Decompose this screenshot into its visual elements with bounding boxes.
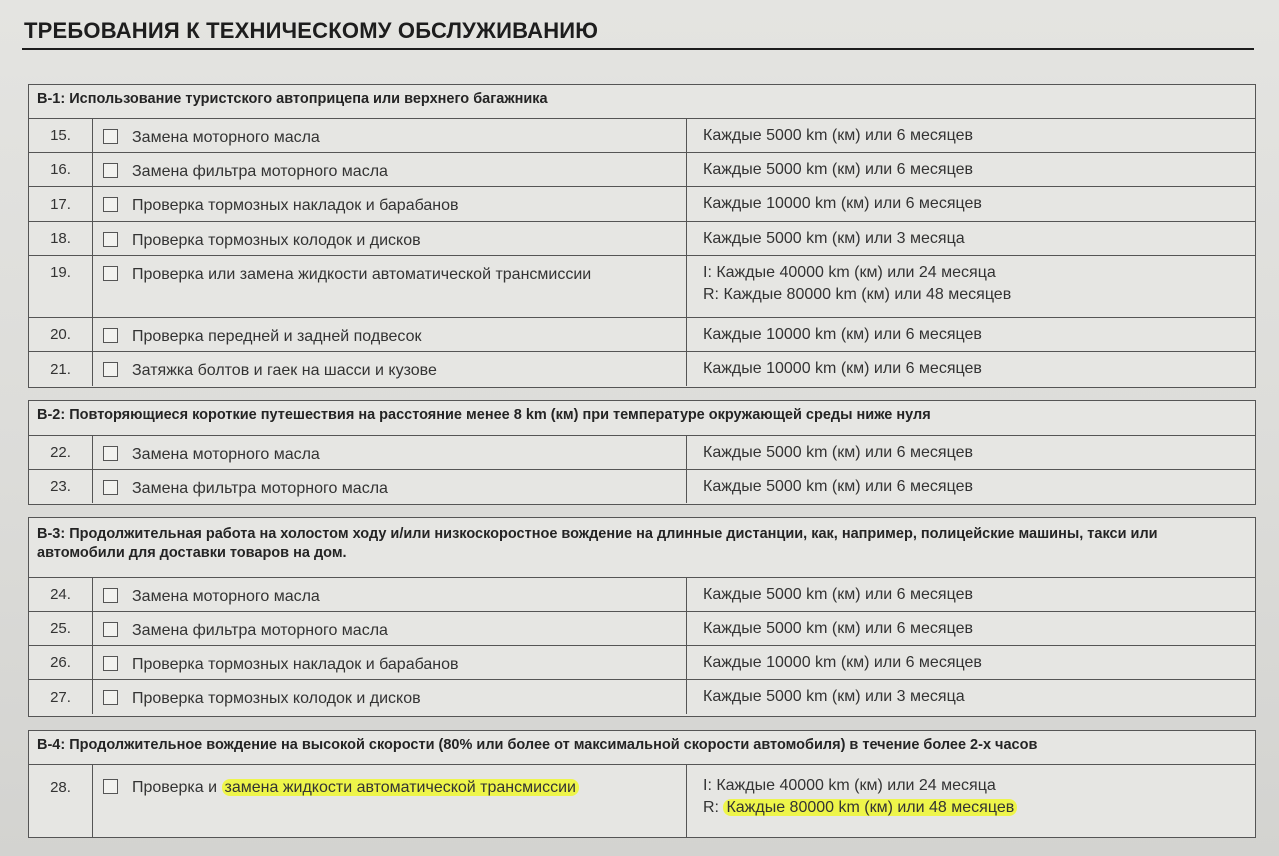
interval-cell — [687, 153, 1255, 186]
task-text: Проверка тормозных колодок и дисков — [132, 690, 421, 707]
task-cell — [93, 612, 687, 645]
interval-cell — [687, 646, 1255, 679]
interval-text: Каждые 5000 km (км) или 3 месяца — [703, 688, 965, 705]
interval-text-prefix: R: — [703, 799, 724, 816]
task-checkbox[interactable] — [103, 480, 118, 495]
interval-text: Каждые 5000 km (км) или 6 месяцев — [703, 127, 973, 144]
task-text: Затяжка болтов и гаек на шасси и кузове — [132, 362, 437, 379]
title-rule — [22, 48, 1254, 50]
table-row — [29, 119, 1255, 153]
task-checkbox[interactable] — [103, 622, 118, 637]
page-title: ТРЕБОВАНИЯ К ТЕХНИЧЕСКОМУ ОБСЛУЖИВАНИЮ — [24, 18, 599, 43]
task-text: Замена фильтра моторного масла — [132, 480, 388, 497]
section-b4 — [28, 730, 1256, 838]
row-number: 19. — [29, 256, 93, 317]
task-cell — [93, 187, 687, 221]
task-checkbox[interactable] — [103, 779, 118, 794]
interval-cell — [687, 765, 1255, 837]
row-number: 15. — [29, 119, 93, 152]
task-cell — [93, 646, 687, 679]
task-checkbox[interactable] — [103, 163, 118, 178]
interval-text: Каждые 5000 km (км) или 6 месяцев — [703, 478, 973, 495]
interval-text: Каждые 10000 km (км) или 6 месяцев — [703, 326, 982, 343]
task-checkbox[interactable] — [103, 129, 118, 144]
task-text: Проверка передней и задней подвесок — [132, 328, 422, 345]
task-text: Проверка тормозных накладок и барабанов — [132, 656, 459, 673]
task-cell — [93, 765, 687, 837]
task-checkbox[interactable] — [103, 362, 118, 377]
task-cell — [93, 436, 687, 469]
table-row — [29, 222, 1255, 256]
row-number: 22. — [29, 436, 93, 469]
highlighted-text: замена жидкости автоматической трансмиссии — [222, 779, 579, 796]
interval-cell — [687, 680, 1255, 714]
row-number: 20. — [29, 318, 93, 351]
task-checkbox[interactable] — [103, 197, 118, 212]
task-cell — [93, 318, 687, 351]
table-row — [29, 470, 1255, 503]
task-checkbox[interactable] — [103, 232, 118, 247]
section-b3 — [28, 517, 1256, 717]
task-text-prefix: Проверка и — [132, 779, 222, 796]
task-text: Проверка тормозных накладок и барабанов — [132, 197, 459, 214]
row-number: 18. — [29, 222, 93, 255]
interval-text-initial: I: Каждые 40000 km (км) или 24 месяца — [703, 777, 996, 794]
row-number: 23. — [29, 470, 93, 503]
task-text: Замена фильтра моторного масла — [132, 163, 388, 180]
task-text: Замена моторного масла — [132, 446, 320, 463]
section-header: B-3: Продолжительная работа на холостом ходу и/или низкоскоростное вождение на длинные дистанции, как, например, полицейские машины, такси или автомобили для доставки товаров на дом. — [29, 518, 1255, 578]
row-number: 27. — [29, 680, 93, 714]
row-number: 24. — [29, 578, 93, 611]
task-checkbox[interactable] — [103, 588, 118, 603]
task-text — [132, 777, 579, 799]
row-number: 26. — [29, 646, 93, 679]
task-cell — [93, 119, 687, 152]
row-number: 21. — [29, 352, 93, 386]
task-cell — [93, 680, 687, 714]
interval-cell — [687, 470, 1255, 503]
section-header: B-2: Повторяющиеся короткие путешествия на расстояние менее 8 km (км) при температуре окружающей среды ниже нуля — [29, 401, 1255, 436]
task-cell — [93, 222, 687, 255]
task-checkbox[interactable] — [103, 328, 118, 343]
task-checkbox[interactable] — [103, 690, 118, 705]
interval-text: Каждые 5000 km (км) или 6 месяцев — [703, 444, 973, 461]
table-row — [29, 680, 1255, 714]
row-number: 25. — [29, 612, 93, 645]
table-row — [29, 578, 1255, 612]
interval-cell — [687, 612, 1255, 645]
table-row — [29, 436, 1255, 470]
interval-text: Каждые 5000 km (км) или 3 месяца — [703, 230, 965, 247]
section-b1 — [28, 84, 1256, 388]
interval-text: Каждые 5000 km (км) или 6 месяцев — [703, 161, 973, 178]
table-row — [29, 646, 1255, 680]
task-cell — [93, 352, 687, 386]
interval-cell — [687, 352, 1255, 386]
table-row — [29, 318, 1255, 352]
task-cell — [93, 256, 687, 317]
task-text: Замена моторного масла — [132, 588, 320, 605]
interval-text: Каждые 5000 km (км) или 6 месяцев — [703, 620, 973, 637]
interval-text: Каждые 5000 km (км) или 6 месяцев — [703, 586, 973, 603]
section-b2 — [28, 400, 1256, 505]
interval-cell — [687, 187, 1255, 221]
interval-cell — [687, 256, 1255, 317]
task-checkbox[interactable] — [103, 446, 118, 461]
row-number: 16. — [29, 153, 93, 186]
section-header: B-1: Использование туристского автоприцепа или верхнего багажника — [29, 85, 1255, 119]
row-number: 28. — [29, 765, 93, 837]
task-checkbox[interactable] — [103, 656, 118, 671]
interval-cell — [687, 578, 1255, 611]
task-text: Проверка тормозных колодок и дисков — [132, 232, 421, 249]
interval-text: Каждые 10000 km (км) или 6 месяцев — [703, 195, 982, 212]
table-row — [29, 765, 1255, 837]
interval-cell — [687, 119, 1255, 152]
task-checkbox[interactable] — [103, 266, 118, 281]
task-text: Замена моторного масла — [132, 129, 320, 146]
interval-text: Каждые 10000 km (км) или 6 месяцев — [703, 360, 982, 377]
interval-text-replace — [703, 797, 1241, 819]
task-cell — [93, 578, 687, 611]
interval-cell — [687, 222, 1255, 255]
interval-text: Каждые 10000 km (км) или 6 месяцев — [703, 654, 982, 671]
table-row — [29, 187, 1255, 222]
task-text: Проверка или замена жидкости автоматической трансмиссии — [132, 266, 592, 283]
interval-text-initial: I: Каждые 40000 km (км) или 24 месяца — [703, 264, 996, 281]
interval-text-replace: R: Каждые 80000 km (км) или 48 месяцев — [703, 286, 1012, 303]
table-row — [29, 352, 1255, 386]
interval-cell — [687, 436, 1255, 469]
task-cell — [93, 470, 687, 503]
task-cell — [93, 153, 687, 186]
row-number: 17. — [29, 187, 93, 221]
highlighted-text: Каждые 80000 km (км) или 48 месяцев — [723, 799, 1017, 816]
task-text: Замена фильтра моторного масла — [132, 622, 388, 639]
table-row — [29, 153, 1255, 187]
interval-cell — [687, 318, 1255, 351]
table-row — [29, 256, 1255, 318]
section-header: B-4: Продолжительное вождение на высокой скорости (80% или более от максимальной скорости автомобиля) в течение более 2-х часов — [29, 731, 1255, 765]
table-row — [29, 612, 1255, 646]
